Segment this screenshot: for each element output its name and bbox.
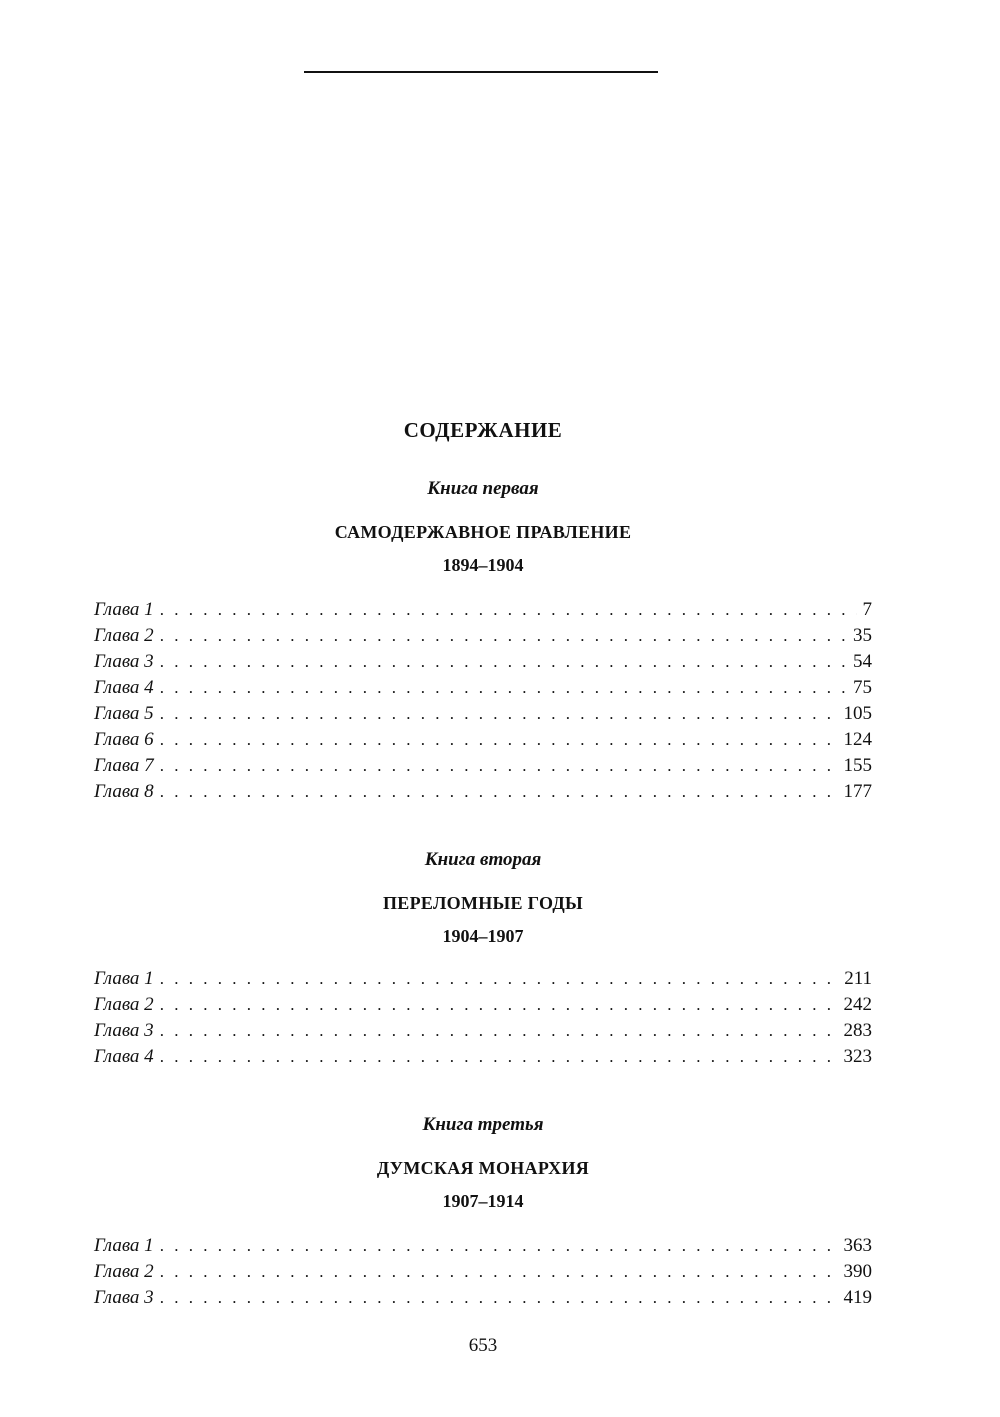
chapter-label: Глава 4 — [94, 677, 154, 698]
book-3-label: Книга третья — [422, 1114, 544, 1135]
leader-dots — [160, 623, 847, 649]
chapter-page-number: 54 — [853, 651, 872, 672]
book-2-years: 1904–1907 — [442, 926, 524, 946]
toc-entry[interactable] — [94, 623, 872, 649]
toc-entry[interactable] — [94, 992, 872, 1018]
chapter-label: Глава 3 — [94, 651, 154, 672]
book-3-title: ДУМСКАЯ МОНАРХИЯ — [376, 1158, 590, 1178]
toc-entry[interactable] — [94, 649, 872, 675]
chapter-label: Глава 7 — [94, 755, 154, 776]
toc-entry[interactable] — [94, 597, 872, 623]
chapter-label: Глава 4 — [94, 1046, 154, 1067]
toc-entry[interactable] — [94, 1259, 872, 1285]
chapter-page-number: 390 — [843, 1261, 872, 1282]
leader-dots — [160, 779, 838, 805]
chapter-page-number: 124 — [843, 729, 872, 750]
book-1-title: САМОДЕРЖАВНОЕ ПРАВЛЕНИЕ — [334, 522, 632, 542]
toc-entry[interactable] — [94, 1233, 872, 1259]
chapter-label: Глава 3 — [94, 1287, 154, 1308]
toc-entry[interactable] — [94, 1044, 872, 1070]
chapter-page-number: 283 — [843, 1020, 872, 1041]
leader-dots — [160, 727, 838, 753]
chapter-page-number: 155 — [843, 755, 872, 776]
book-2-label: Книга вторая — [424, 849, 542, 870]
book-3-heading — [0, 1114, 966, 1212]
book-3-chapter-list — [94, 1233, 872, 1311]
leader-dots — [160, 597, 857, 623]
chapter-label: Глава 2 — [94, 994, 154, 1015]
toc-entry[interactable] — [94, 727, 872, 753]
chapter-page-number: 211 — [844, 968, 872, 989]
toc-entry[interactable] — [94, 675, 872, 701]
top-rule — [304, 71, 658, 73]
chapter-label: Глава 1 — [94, 1235, 154, 1256]
toc-entry[interactable] — [94, 779, 872, 805]
book-2-title: ПЕРЕЛОМНЫЕ ГОДЫ — [382, 893, 584, 913]
chapter-page-number: 7 — [862, 599, 872, 620]
toc-entry[interactable] — [94, 966, 872, 992]
chapter-label: Глава 5 — [94, 703, 154, 724]
chapter-page-number: 363 — [843, 1235, 872, 1256]
leader-dots — [160, 701, 838, 727]
leader-dots — [160, 1285, 838, 1311]
chapter-page-number: 242 — [843, 994, 872, 1015]
chapter-page-number: 419 — [843, 1287, 872, 1308]
book-1-years: 1894–1904 — [442, 555, 524, 575]
book-2-heading — [0, 849, 966, 947]
leader-dots — [160, 1233, 838, 1259]
chapter-page-number: 105 — [843, 703, 872, 724]
leader-dots — [160, 1018, 838, 1044]
leader-dots — [160, 966, 839, 992]
toc-entry[interactable] — [94, 701, 872, 727]
toc-entry[interactable] — [94, 1285, 872, 1311]
page-number: 653 — [468, 1335, 498, 1356]
book-1-heading — [0, 478, 966, 576]
chapter-page-number: 323 — [843, 1046, 872, 1067]
chapter-page-number: 35 — [853, 625, 872, 646]
leader-dots — [160, 1044, 838, 1070]
contents-title: СОДЕРЖАНИЕ — [403, 418, 563, 442]
chapter-label: Глава 1 — [94, 968, 154, 989]
chapter-label: Глава 6 — [94, 729, 154, 750]
chapter-label: Глава 8 — [94, 781, 154, 802]
book-1-label: Книга первая — [427, 478, 539, 499]
leader-dots — [160, 992, 838, 1018]
chapter-page-number: 75 — [853, 677, 872, 698]
book-2-chapter-list — [94, 966, 872, 1070]
chapter-page-number: 177 — [843, 781, 872, 802]
toc-entry[interactable] — [94, 753, 872, 779]
leader-dots — [160, 753, 838, 779]
chapter-label: Глава 2 — [94, 625, 154, 646]
book-3-years: 1907–1914 — [442, 1191, 524, 1211]
leader-dots — [160, 649, 847, 675]
toc-entry[interactable] — [94, 1018, 872, 1044]
book-1-chapter-list — [94, 597, 872, 805]
chapter-label: Глава 1 — [94, 599, 154, 620]
chapter-label: Глава 3 — [94, 1020, 154, 1041]
leader-dots — [160, 1259, 838, 1285]
chapter-label: Глава 2 — [94, 1261, 154, 1282]
leader-dots — [160, 675, 847, 701]
